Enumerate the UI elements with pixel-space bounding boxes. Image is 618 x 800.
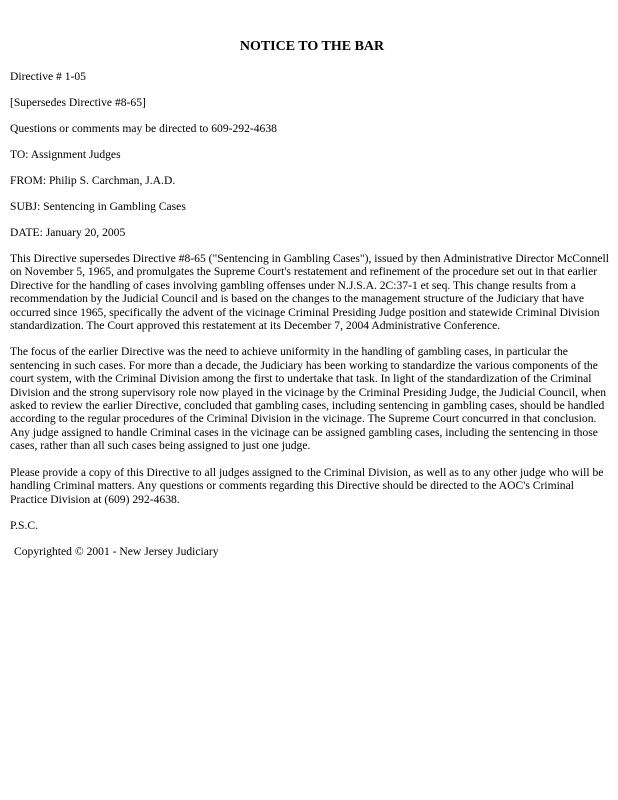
copyright-notice: Copyrighted © 2001 - New Jersey Judiciary (14, 544, 219, 558)
supersedes-line: [Supersedes Directive #8-65] (10, 96, 146, 109)
to-line: TO: Assignment Judges (10, 148, 121, 161)
body-paragraph-1: This Directive supersedes Directive #8-65 ("Sentencing in Gambling Cases"), issued by then Administrative Director McConnell on November 5, 1965, and promulgates the Supreme Court's restatement and refinement of the procedure set out in that earlier Directive for the handling of cases involving gambling offenses under N.J.S.A. 2C:37-1 et seq. This change results from a recommendation by the Judicial Council and is based on the changes to the management structure of the Judiciary that have occurred since 1965, specifically the advent of the vicinage Criminal Presiding Judge position and statewide Criminal Division standardization. The Court approved this restatement at its December 7, 2004 Administrative Conference. (10, 252, 610, 333)
from-line: FROM: Philip S. Carchman, J.A.D. (10, 174, 176, 187)
directive-number: Directive # 1-05 (10, 70, 86, 83)
body-paragraph-3: Please provide a copy of this Directive to all judges assigned to the Criminal Division, as well as to any other judge who will be handling Criminal matters. Any questions or comments regarding this Directive should be directed to the AOC's Criminal Practice Division at (609) 292-4638. (10, 465, 604, 506)
body-paragraph-2: The focus of the earlier Directive was the need to achieve uniformity in the handling of gambling cases, in particular the sentencing in such cases. For more than a decade, the Judiciary has been working to standardize the various components of the court system, with the Criminal Division among the first to undertake that task. In light of the standardization of the Criminal Division and the strong supervisory role now played in the vicinage by the Criminal Presiding Judge, the Judicial Council, when asked to review the earlier Directive, concluded that gambling cases, including sentencing in gambling cases, should be handled according to the regular procedures of the Criminal Division in the vicinage. The Supreme Court concurred in that conclusion. Any judge assigned to handle Criminal cases in the vicinage can be assigned gambling cases, including the sentencing in those cases, rather than all such cases being assigned to just one judge. (10, 345, 607, 453)
document-page (10, 38, 610, 558)
signature: P.S.C. (10, 518, 39, 532)
questions-line: Questions or comments may be directed to 609-292-4638 (10, 122, 277, 135)
subject-line: SUBJ: Sentencing in Gambling Cases (10, 200, 186, 213)
document-title: NOTICE TO THE BAR (239, 39, 385, 54)
date-line: DATE: January 20, 2005 (10, 226, 126, 239)
